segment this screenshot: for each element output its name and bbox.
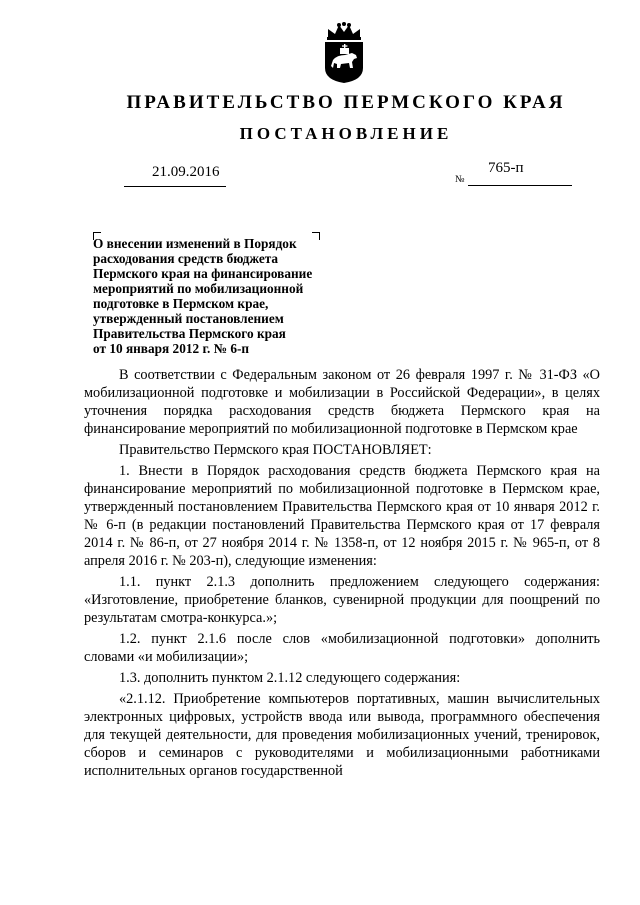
subject-line: расходования средств бюджета [93, 251, 279, 266]
document-number: 765-п [488, 160, 524, 176]
subject-line: Пермского края на финансирование [93, 266, 313, 281]
body-paragraph: 1.2. пункт 2.1.6 после слов «мобилизационной подготовки» дополнить словами «и мобилизации»; [84, 631, 600, 665]
organization-title: ПРАВИТЕЛЬСТВО ПЕРМСКОГО КРАЯ [126, 92, 566, 113]
document-body [84, 366, 600, 780]
subject-line: утвержденный постановлением [93, 311, 284, 326]
subject-line: подготовке в Пермском крае, [93, 296, 269, 311]
subject-line: от 10 января 2012 г. № 6-п [93, 341, 250, 356]
body-paragraph: 1. Внести в Порядок расходования средств бюджета Пермского края на финансирование мероприятий по мобилизационной подготовке в Пермском крае, утвержденный постановлением Правительства Пермского края от 10 января 2012 г. № 6-п (в редакции постановлений Правительства Пермского края от 17 февраля 2014 г. № 86-п, от 27 ноября 2014 г. № 1358-п, от 12 ноября 2015 г. № 965-п, от 8 апреля 2016 г. № 203-п), следующие изменения: [84, 463, 600, 569]
subject-line: мероприятий по мобилизационной [93, 281, 304, 296]
body-paragraph: Правительство Пермского края ПОСТАНОВЛЯЕТ: [119, 442, 432, 458]
document-date: 21.09.2016 [152, 164, 220, 180]
body-paragraph: 1.3. дополнить пунктом 2.1.12 следующего содержания: [119, 670, 461, 686]
number-label: № [455, 174, 465, 185]
subject-line: О внесении изменений в Порядок [93, 236, 297, 251]
document-subject [93, 236, 363, 356]
date-underline [124, 186, 226, 187]
body-paragraph: 1.1. пункт 2.1.3 дополнить предложением следующего содержания: «Изготовление, приобретение бланков, сувенирной продукции для поощрений по результатам смотра-конкурса.»; [84, 574, 600, 626]
body-paragraph: В соответствии с Федеральным законом от 26 февраля 1997 г. № 31-ФЗ «О мобилизационной подготовке и мобилизации в Российской Федерации», в целях уточнения порядка расходования средств бюджета Пермского края на финансирование мероприятий по мобилизационной подготовке в Пермском крае [84, 367, 600, 437]
document-type: ПОСТАНОВЛЕНИЕ [239, 124, 453, 143]
perm-krai-coat-of-arms-icon [322, 22, 366, 84]
body-paragraph: «2.1.12. Приобретение компьютеров портативных, машин вычислительных электронных цифровых, устройств ввода или вывода, программного обеспечения для текущей деятельности, для проведения мобилизационных учений, тренировок, сборов и семинаров с руководителями и мобилизационными работниками исполнительных органов государственной [84, 691, 600, 779]
number-underline [468, 185, 572, 186]
subject-line: Правительства Пермского края [93, 326, 286, 341]
